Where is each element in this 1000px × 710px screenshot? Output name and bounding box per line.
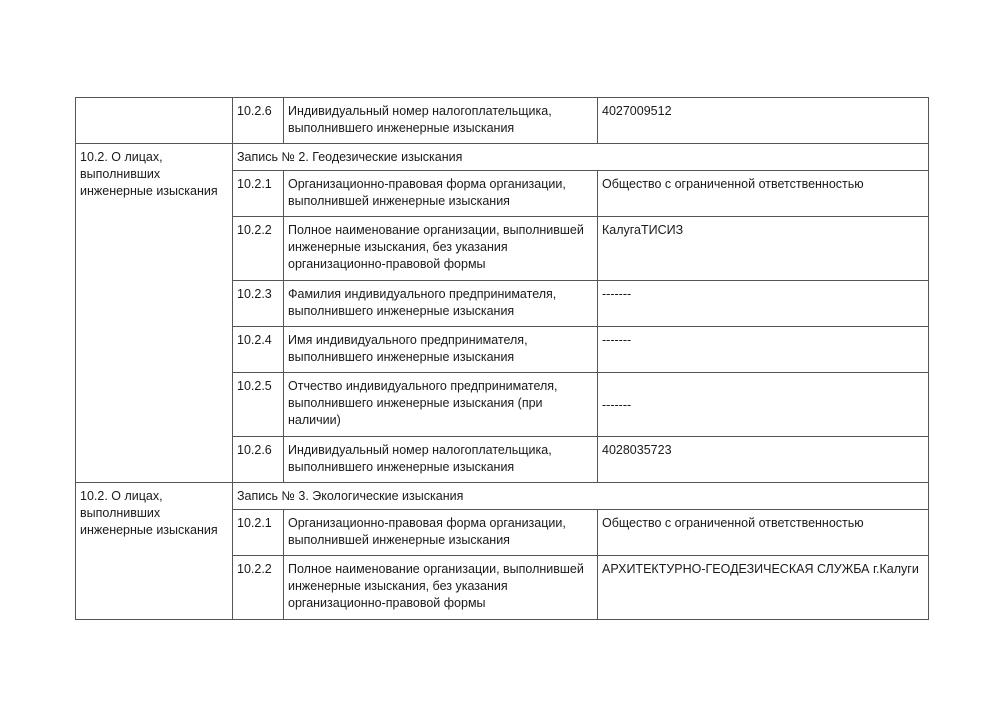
row-value: Общество с ограниченной ответственностью	[598, 171, 929, 217]
row-label: Полное наименование организации, выполнившей инженерные изыскания, без указания организационно-правовой формы	[284, 556, 598, 620]
row-number: 10.2.6	[233, 437, 284, 483]
row-number: 10.2.6	[233, 98, 284, 144]
row-label: Организационно-правовая форма организации, выполнившей инженерные изыскания	[284, 510, 598, 556]
row-number: 10.2.1	[233, 510, 284, 556]
row-number: 10.2.5	[233, 373, 284, 437]
row-value: 4027009512	[598, 98, 929, 144]
record-title: Запись № 3. Экологические изыскания	[233, 483, 929, 510]
investigators-table	[75, 97, 929, 620]
row-label: Индивидуальный номер налогоплательщика, выполнившего инженерные изыскания	[284, 437, 598, 483]
row-value: АРХИТЕКТУРНО-ГЕОДЕЗИЧЕСКАЯ СЛУЖБА г.Калуги	[598, 556, 929, 620]
row-value: -------	[598, 281, 929, 327]
section-label: 10.2. О лицах, выполнивших инженерные изыскания	[76, 144, 233, 483]
row-label: Имя индивидуального предпринимателя, выполнившего инженерные изыскания	[284, 327, 598, 373]
row-number: 10.2.1	[233, 171, 284, 217]
table-row	[76, 98, 929, 144]
record-header-row	[76, 483, 929, 510]
row-number: 10.2.4	[233, 327, 284, 373]
record-header-row	[76, 144, 929, 171]
row-label: Фамилия индивидуального предпринимателя, выполнившего инженерные изыскания	[284, 281, 598, 327]
row-value: КалугаТИСИЗ	[598, 217, 929, 281]
row-number: 10.2.3	[233, 281, 284, 327]
row-number: 10.2.2	[233, 556, 284, 620]
row-number: 10.2.2	[233, 217, 284, 281]
row-label: Полное наименование организации, выполнившей инженерные изыскания, без указания организационно-правовой формы	[284, 217, 598, 281]
row-value: Общество с ограниченной ответственностью	[598, 510, 929, 556]
empty-cell	[76, 98, 233, 144]
row-label: Индивидуальный номер налогоплательщика, выполнившего инженерные изыскания	[284, 98, 598, 144]
row-label: Организационно-правовая форма организации, выполнившей инженерные изыскания	[284, 171, 598, 217]
section-label: 10.2. О лицах, выполнивших инженерные изыскания	[76, 483, 233, 620]
row-value: 4028035723	[598, 437, 929, 483]
row-label: Отчество индивидуального предпринимателя, выполнившего инженерные изыскания (при наличии)	[284, 373, 598, 437]
row-value: -------	[598, 373, 929, 437]
row-value: -------	[598, 327, 929, 373]
record-title: Запись № 2. Геодезические изыскания	[233, 144, 929, 171]
